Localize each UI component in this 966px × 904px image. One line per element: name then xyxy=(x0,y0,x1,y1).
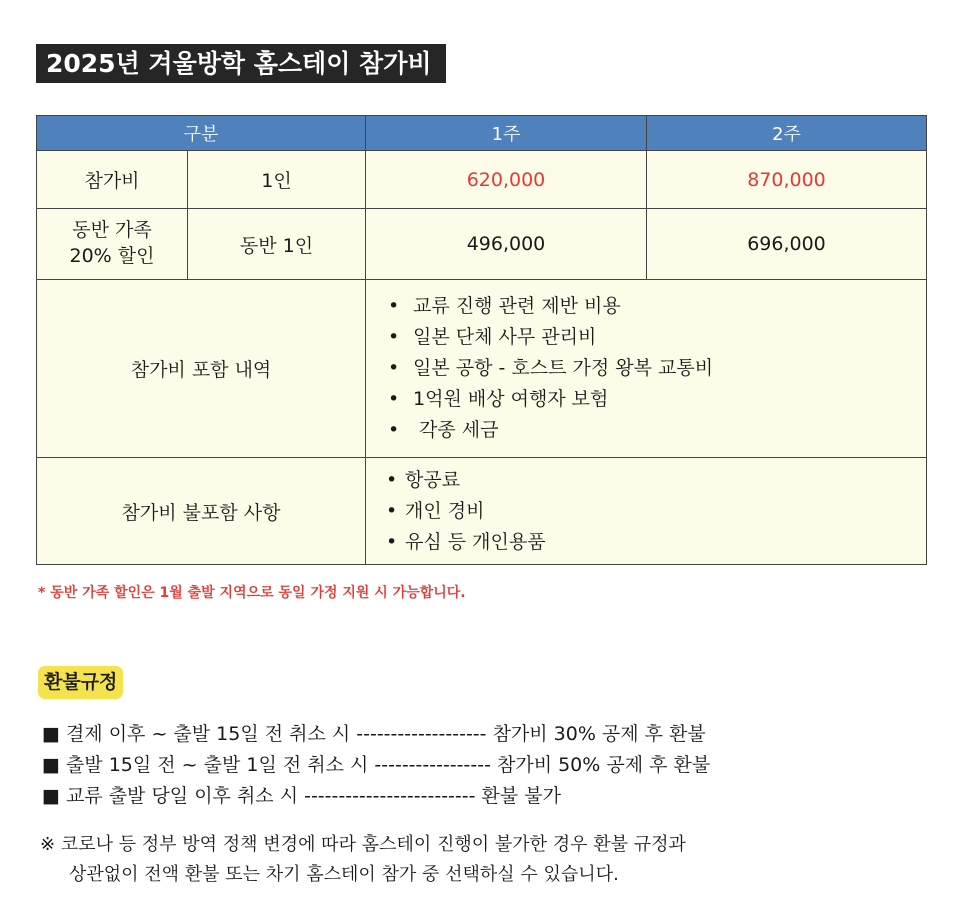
discount-sub-label: 동반 1인 xyxy=(188,209,366,280)
footnote-line2: 상관없이 전액 환불 또는 차기 홈스테이 참가 중 선택하실 수 있습니다. xyxy=(69,864,619,885)
fee-sub-label: 1인 xyxy=(188,151,366,209)
bullet-dot: • xyxy=(386,499,398,522)
bullet-dot: • xyxy=(386,468,398,491)
discount-week2-price: 696,000 xyxy=(647,209,927,280)
refund-rule: ■ 출발 15일 전 ~ 출발 1일 전 취소 시 ----------------- 참가비 50% 공제 후 환불 xyxy=(42,754,711,776)
fee-week2-price: 870,000 xyxy=(647,151,927,209)
table-row-excluded xyxy=(37,458,927,565)
header-week1: 1주 xyxy=(366,116,647,151)
refund-rule: ■ 결제 이후 ~ 출발 15일 전 취소 시 ------------------- 참가비 30% 공제 후 환불 xyxy=(42,723,706,745)
table-row-discount xyxy=(37,209,927,280)
bullet-dot: • xyxy=(388,388,400,410)
discount-note: * 동반 가족 할인은 1월 출발 지역으로 동일 가정 지원 시 가능합니다. xyxy=(38,585,466,601)
square-bullet-icon: ■ xyxy=(42,723,60,745)
bullet-dot: • xyxy=(388,419,400,441)
list-item: • 1억원 배상 여행자 보험 xyxy=(388,384,926,415)
list-item: • 일본 단체 사무 관리비 xyxy=(388,322,926,353)
excluded-list xyxy=(366,465,926,558)
list-item: • 항공료 xyxy=(386,465,926,496)
fee-week1-price: 620,000 xyxy=(366,151,647,209)
excluded-cell xyxy=(366,458,927,565)
header-category: 구분 xyxy=(37,116,366,151)
covid-footnote xyxy=(40,830,686,890)
discount-label-line1: 동반 가족 xyxy=(72,219,152,242)
included-cell xyxy=(366,280,927,458)
square-bullet-icon: ■ xyxy=(42,754,60,776)
excluded-label: 참가비 불포함 사항 xyxy=(37,458,366,565)
discount-label xyxy=(37,209,188,280)
page-title: 2025년 겨울방학 홈스테이 참가비 xyxy=(36,44,446,83)
list-item: • 개인 경비 xyxy=(386,496,926,527)
header-week2: 2주 xyxy=(647,116,927,151)
table-header-row xyxy=(37,116,927,151)
table-row-fee xyxy=(37,151,927,209)
list-item: • 유심 등 개인용품 xyxy=(386,527,926,558)
refund-rules-list xyxy=(42,719,710,812)
list-item: • 각종 세금 xyxy=(388,415,926,446)
refund-rule: ■ 교류 출발 당일 이후 취소 시 ------------------------- 환불 불가 xyxy=(42,785,561,807)
fee-table xyxy=(36,115,927,565)
included-label: 참가비 포함 내역 xyxy=(37,280,366,458)
refund-heading: 환불규정 xyxy=(38,666,123,699)
discount-week1-price: 496,000 xyxy=(366,209,647,280)
footnote-line1: ※ 코로나 등 정부 방역 정책 변경에 따라 홈스테이 진행이 불가한 경우 환불 규정과 xyxy=(40,834,686,855)
bullet-dot: • xyxy=(386,530,398,553)
included-list xyxy=(366,291,926,446)
square-bullet-icon: ■ xyxy=(42,785,60,807)
bullet-dot: • xyxy=(388,326,400,348)
list-item: • 교류 진행 관련 제반 비용 xyxy=(388,291,926,322)
list-item: • 일본 공항 - 호스트 가정 왕복 교통비 xyxy=(388,353,926,384)
fee-label: 참가비 xyxy=(37,151,188,209)
bullet-dot: • xyxy=(388,357,400,379)
discount-label-line2: 20% 할인 xyxy=(69,245,155,267)
table-row-included xyxy=(37,280,927,458)
bullet-dot: • xyxy=(388,295,400,317)
